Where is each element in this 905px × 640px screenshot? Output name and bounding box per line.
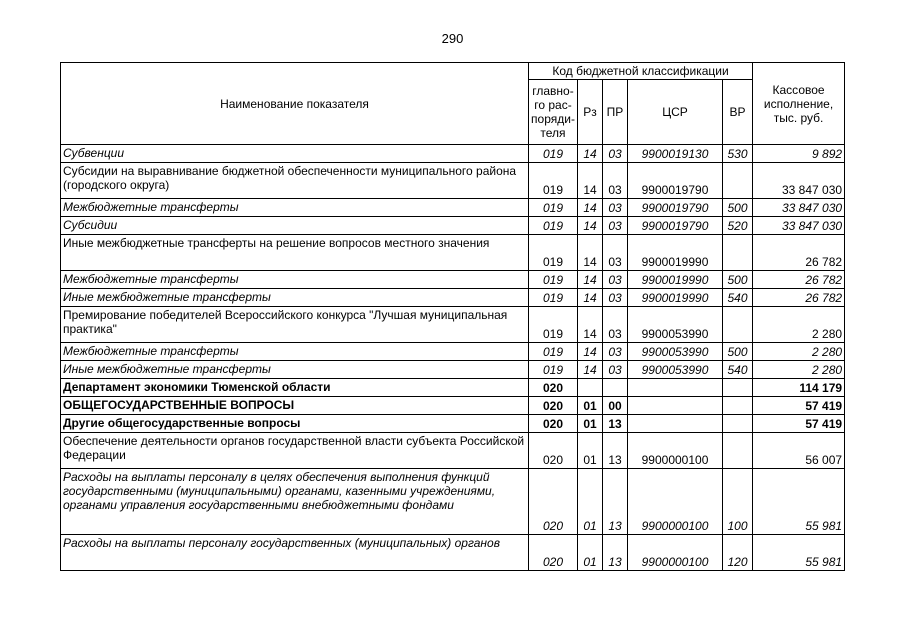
row-name: Другие общегосударственные вопросы [61, 415, 529, 433]
row-pr: 03 [603, 271, 628, 289]
row-rz: 01 [578, 433, 603, 469]
row-glavn: 019 [529, 199, 578, 217]
row-rz: 14 [578, 217, 603, 235]
row-rz [578, 379, 603, 397]
table-row [61, 361, 845, 379]
row-name: Премирование победителей Всероссийского конкурса "Лучшая муниципальная практика" [61, 307, 529, 343]
row-name: Межбюджетные трансферты [61, 271, 529, 289]
row-name: Обеспечение деятельности органов государственной власти субъекта Российской Федерации [61, 433, 529, 469]
row-csr [628, 397, 723, 415]
row-name: Иные межбюджетные трансферты [61, 289, 529, 307]
row-glavn: 020 [529, 433, 578, 469]
row-pr: 13 [603, 535, 628, 571]
table-row [61, 199, 845, 217]
table-row [61, 379, 845, 397]
row-glavn: 020 [529, 535, 578, 571]
header-vr: ВР [723, 80, 753, 145]
row-glavn: 019 [529, 163, 578, 199]
row-rz: 14 [578, 199, 603, 217]
row-pr [603, 379, 628, 397]
row-name: Межбюджетные трансферты [61, 199, 529, 217]
table-row [61, 397, 845, 415]
table-row [61, 217, 845, 235]
row-amount: 33 847 030 [753, 163, 845, 199]
row-vr: 500 [723, 343, 753, 361]
row-pr: 03 [603, 145, 628, 163]
row-amount: 55 981 [753, 535, 845, 571]
row-vr: 500 [723, 271, 753, 289]
row-amount: 33 847 030 [753, 217, 845, 235]
row-amount: 26 782 [753, 235, 845, 271]
row-pr: 03 [603, 217, 628, 235]
row-csr [628, 379, 723, 397]
row-vr [723, 415, 753, 433]
row-vr [723, 307, 753, 343]
row-csr: 9900019990 [628, 235, 723, 271]
header-amount: Кассовое исполнение, тыс. руб. [753, 63, 845, 145]
table-row [61, 415, 845, 433]
row-pr: 03 [603, 163, 628, 199]
row-csr: 9900019990 [628, 271, 723, 289]
row-rz: 01 [578, 415, 603, 433]
row-name: Расходы на выплаты персоналу в целях обеспечения выполнения функций государственными (муниципальными) органами, казенными учреждениями, органами управления государственными внебюджетными фондами [61, 469, 529, 535]
row-amount: 55 981 [753, 469, 845, 535]
row-csr: 9900000100 [628, 469, 723, 535]
row-csr: 9900000100 [628, 535, 723, 571]
row-rz: 14 [578, 271, 603, 289]
row-rz: 14 [578, 343, 603, 361]
table-row [61, 271, 845, 289]
row-amount: 57 419 [753, 415, 845, 433]
row-glavn: 019 [529, 361, 578, 379]
row-pr: 03 [603, 199, 628, 217]
header-rz: Рз [578, 80, 603, 145]
header-name: Наименование показателя [61, 63, 529, 145]
header-pr: ПР [603, 80, 628, 145]
row-csr: 9900019130 [628, 145, 723, 163]
row-glavn: 019 [529, 307, 578, 343]
row-name: Департамент экономики Тюменской области [61, 379, 529, 397]
row-amount: 114 179 [753, 379, 845, 397]
row-amount: 33 847 030 [753, 199, 845, 217]
row-rz: 14 [578, 361, 603, 379]
row-glavn: 019 [529, 343, 578, 361]
table-row [61, 469, 845, 535]
row-glavn: 019 [529, 217, 578, 235]
row-amount: 9 892 [753, 145, 845, 163]
row-csr: 9900053990 [628, 361, 723, 379]
row-vr: 100 [723, 469, 753, 535]
row-name: Субсидии на выравнивание бюджетной обеспеченности муниципального района (городского округа) [61, 163, 529, 199]
row-name: Субсидии [61, 217, 529, 235]
row-amount: 26 782 [753, 271, 845, 289]
row-rz: 01 [578, 397, 603, 415]
row-vr: 530 [723, 145, 753, 163]
table-row [61, 535, 845, 571]
page-number: 290 [441, 31, 464, 46]
row-csr: 9900053990 [628, 343, 723, 361]
row-pr: 13 [603, 469, 628, 535]
row-vr: 500 [723, 199, 753, 217]
row-glavn: 019 [529, 235, 578, 271]
row-name: Иные межбюджетные трансферты [61, 361, 529, 379]
row-amount: 26 782 [753, 289, 845, 307]
row-pr: 00 [603, 397, 628, 415]
row-rz: 01 [578, 535, 603, 571]
row-rz: 14 [578, 163, 603, 199]
row-glavn: 020 [529, 415, 578, 433]
row-csr: 9900019990 [628, 289, 723, 307]
row-vr [723, 397, 753, 415]
row-vr [723, 433, 753, 469]
row-pr: 13 [603, 433, 628, 469]
row-rz: 01 [578, 469, 603, 535]
row-name: ОБЩЕГОСУДАРСТВЕННЫЕ ВОПРОСЫ [61, 397, 529, 415]
header-kbk-group: Код бюджетной классификации [529, 63, 753, 80]
row-amount: 56 007 [753, 433, 845, 469]
row-csr: 9900000100 [628, 433, 723, 469]
table-row [61, 163, 845, 199]
row-vr: 520 [723, 217, 753, 235]
row-amount: 2 280 [753, 307, 845, 343]
row-name: Расходы на выплаты персоналу государственных (муниципальных) органов [61, 535, 529, 571]
row-rz: 14 [578, 145, 603, 163]
row-csr: 9900053990 [628, 307, 723, 343]
row-rz: 14 [578, 307, 603, 343]
row-csr: 9900019790 [628, 217, 723, 235]
row-pr: 03 [603, 289, 628, 307]
table-row [61, 145, 845, 163]
row-glavn: 019 [529, 289, 578, 307]
table-row [61, 343, 845, 361]
row-csr [628, 415, 723, 433]
row-glavn: 019 [529, 145, 578, 163]
table-row [61, 289, 845, 307]
row-glavn: 019 [529, 271, 578, 289]
row-name: Субвенции [61, 145, 529, 163]
row-glavn: 020 [529, 469, 578, 535]
row-name: Межбюджетные трансферты [61, 343, 529, 361]
row-amount: 57 419 [753, 397, 845, 415]
row-vr [723, 379, 753, 397]
row-pr: 03 [603, 307, 628, 343]
row-pr: 03 [603, 235, 628, 271]
budget-table [60, 62, 845, 571]
row-csr: 9900019790 [628, 199, 723, 217]
row-vr: 120 [723, 535, 753, 571]
table-row [61, 235, 845, 271]
row-vr: 540 [723, 289, 753, 307]
header-glavn: главно-го рас-поряди-теля [529, 80, 578, 145]
row-rz: 14 [578, 235, 603, 271]
table-row [61, 433, 845, 469]
row-glavn: 020 [529, 397, 578, 415]
row-name: Иные межбюджетные трансферты на решение вопросов местного значения [61, 235, 529, 271]
header-csr: ЦСР [628, 80, 723, 145]
row-glavn: 020 [529, 379, 578, 397]
row-vr: 540 [723, 361, 753, 379]
row-pr: 03 [603, 343, 628, 361]
row-rz: 14 [578, 289, 603, 307]
row-vr [723, 163, 753, 199]
row-csr: 9900019790 [628, 163, 723, 199]
row-amount: 2 280 [753, 361, 845, 379]
row-pr: 03 [603, 361, 628, 379]
table-row [61, 307, 845, 343]
row-vr [723, 235, 753, 271]
row-pr: 13 [603, 415, 628, 433]
row-amount: 2 280 [753, 343, 845, 361]
